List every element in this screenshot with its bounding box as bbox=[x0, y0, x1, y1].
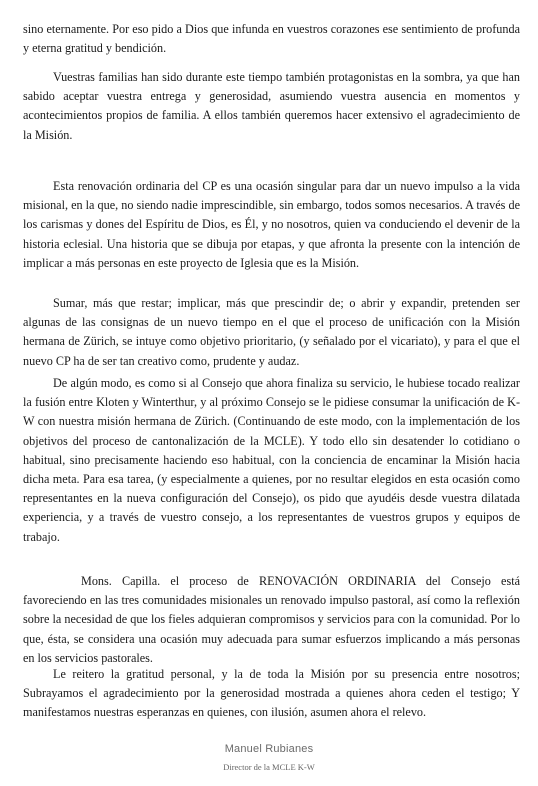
paragraph-mons-capilla: Mons. Capilla. el proceso de RENOVACIÓN ORDINARIA del Consejo está favoreciendo en las tres comunidades misionales un renovado impulso pastoral, así como la reflexión sobre la necesidad de que los fieles adquieran compromisos y servicios para con la comunidad. Por lo que, ésta, se considera una ocasión muy adecuada para sumar esfuerzos implicando a más personas en los servicios pastorales. bbox=[23, 574, 520, 665]
signature-role: Director de la MCLE K-W bbox=[223, 762, 315, 772]
signature-name: Manuel Rubianes bbox=[224, 743, 314, 755]
paragraph-sumar: Sumar, más que restar; implicar, más que prescindir de; o abrir y expandir, pretenden ser algunas de las consignas de un nuevo tiempo en el que el proceso de unificación con la Misión hermana de Zürich, se intuye como objetivo prioritario, (y señalado por el vicariato), y para el que el nuevo CP ha de ser tan creativo como, prudente y audaz. bbox=[23, 296, 520, 368]
paragraph-council-fusion: De algún modo, es como si al Consejo que ahora finaliza su servicio, le hubiese tocado realizar la fusión entre Kloten y Winterthur, y al próximo Consejo se le pidiese consumar la unificación de K-W con nuestra misión hermana de Zürich. (Continuando de este modo, con la implementación de los objetivos del proceso de cantonalización de la MCLE). Y todo ello sin desatender lo cotidiano o habitual, sino precisamente haciendo eso habitual, con la conciencia de encaminar la Misión hacia dicha meta. Para esa tarea, (y especialmente a quienes, por no resultar elegidos en esta ocasión como representantes en la nueva configuración del Consejo), os pido que ayudéis desde vuestra dilatada experiencia, y a través de vuestro consejo, a los representantes de vuestros grupos y equipos de trabajo. bbox=[23, 376, 520, 544]
paragraph-families: Vuestras familias han sido durante este tiempo también protagonistas en la sombra, ya que han sabido aceptar vuestra entrega y generosidad, asumiendo vuestra ausencia en momentos y acontecimientos propios de familia. A ellos también queremos hacer extensivo el agradecimiento de la Misión. bbox=[23, 70, 520, 142]
paragraph-renewal: Esta renovación ordinaria del CP es una ocasión singular para dar un nuevo impulso a la vida misional, en la que, no siendo nadie imprescindible, sin embargo, todos somos necesarios. A través de los carismas y dones del Espíritu de Dios, es Él, y no nosotros, quien va conduciendo el devenir de la historia eclesial. Una historia que se dibuja por etapas, y que afronta la presente con la intención de implicar a más personas en este proyecto de Iglesia que es la Misión. bbox=[23, 179, 520, 270]
paragraph-reiterate-gratitude: Le reitero la gratitud personal, y la de toda la Misión por su presencia entre nosotros; Subrayamos el agradecimiento por la generosidad mostrada a quienes ahora ceden el testigo; Y manifestamos nuestras esperanzas en quienes, con ilusión, asumen ahora el relevo. bbox=[23, 667, 520, 720]
paragraph-closing-gratitude: sino eternamente. Por eso pido a Dios que infunda en vuestros corazones ese sentimiento de profunda y eterna gratitud y bendición. bbox=[23, 22, 520, 56]
